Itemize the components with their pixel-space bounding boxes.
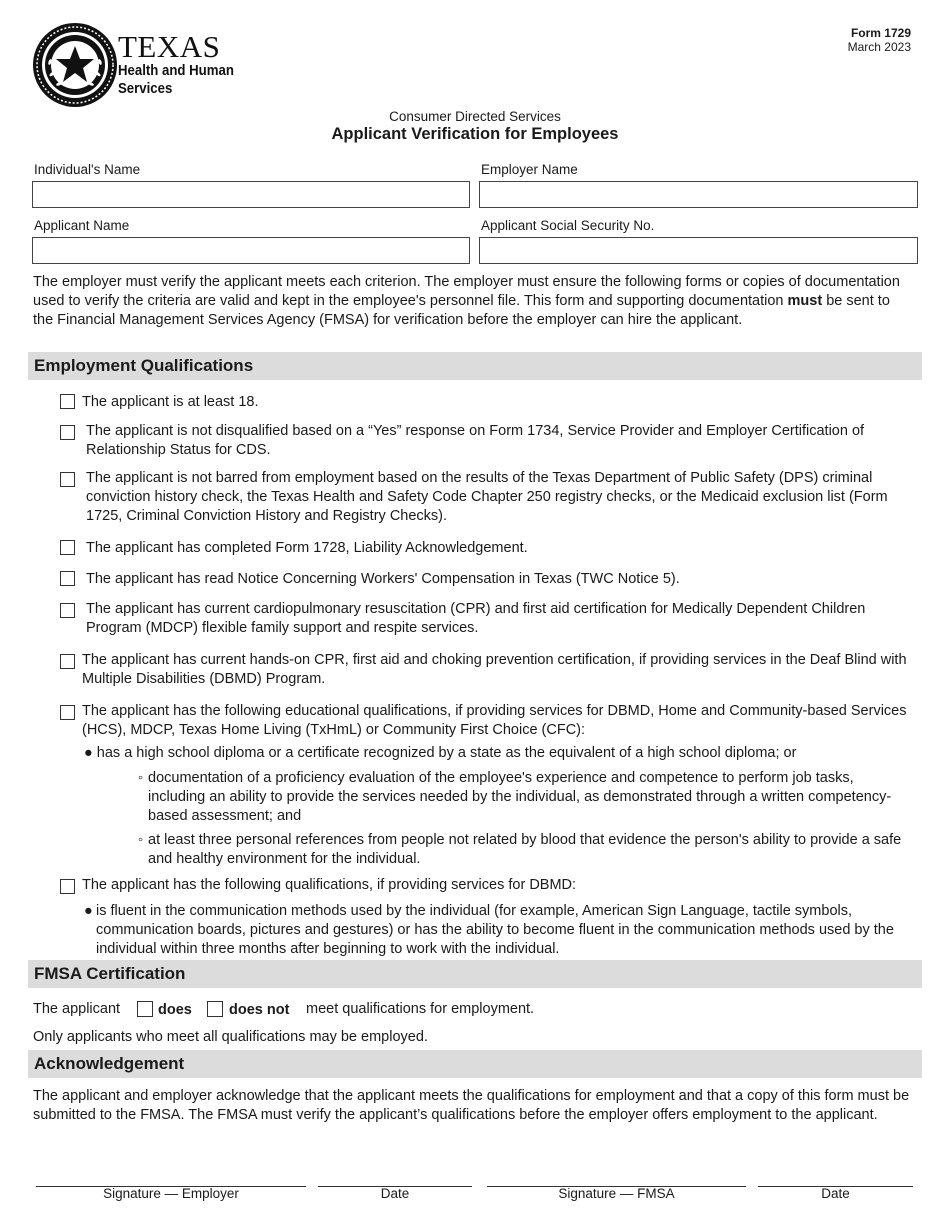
intro-text-1: The employer must verify the applicant meets each criterion. The employer must ensure the following forms or copies of documentation used to verify the criteria are valid and kept in the employee's personnel file. This form and supporting documentation [33,274,900,309]
fmsa-signature-label: Signature — FMSA [558,1186,675,1201]
section-fmsa-certification: FMSA Certification [28,960,922,988]
fmsa-note: Only applicants who meet all qualifications may be employed. [33,1029,428,1045]
fmsa-suffix: meet qualifications for employment. [306,1001,535,1017]
qualification-form-1734: The applicant is not disqualified based on a “Yes” response on Form 1734, Service Provider and Employer Certification of Relationship Status for CDS. [86,423,865,458]
dbmd-bullet: is fluent in the communication methods used by the individual (for example, American Sign Language, tactile symbols, communication boards, pictures and gestures) or has the ability to become fluent in the communication methods used by the individual within three months after beginning to work with the individual. [96,903,894,957]
checkbox-age[interactable] [60,394,75,409]
qualification-age: The applicant is at least 18. [82,394,259,410]
qualification-twc-notice: The applicant has read Notice Concerning Workers' Compensation in Texas (TWC Notice 5). [86,571,680,587]
employer-name-label: Employer Name [481,162,578,177]
logo-line3: Services [118,80,173,97]
bullet-icon: ● [84,903,93,919]
checkbox-does-not[interactable] [207,1001,223,1017]
qualification-cpr-mdcp: The applicant has current cardiopulmonary resuscitation (CPR) and first aid certification for Medically Dependent Children Program (MDCP) flexible family support and respite services. [86,601,866,636]
program-name: Consumer Directed Services [389,109,561,124]
education-bullet [84,744,914,763]
checkbox-education[interactable] [60,705,75,720]
does-label: does [158,1002,192,1018]
qualification-form-1728: The applicant has completed Form 1728, Liability Acknowledgement. [86,540,528,556]
employer-name-field[interactable] [479,181,918,208]
texas-hhs-logo [32,22,252,108]
employer-signature-label: Signature — Employer [103,1186,239,1201]
form-number: Form 1729 [850,26,911,40]
qualification-background-check: The applicant is not barred from employment based on the results of the Texas Department of Public Safety (DPS) criminal conviction history check, the Texas Health and Safety Code Chapter 250 registry checks, or the Medicaid exclusion list (Form 1725, Criminal Conviction History and Registry Checks). [86,470,888,524]
education-bullet-text: has a high school diploma or a certificate recognized by a state as the equivalent of a high school diploma; or [96,745,797,761]
does-not-label: does not [229,1002,290,1018]
form-id [848,26,911,54]
checkbox-cpr-dbmd[interactable] [60,654,75,669]
checkbox-twc-notice[interactable] [60,571,75,586]
qualification-cpr-dbmd: The applicant has current hands-on CPR, first aid and choking prevention certification, if providing services in the Deaf Blind with Multiple Disabilities (DBMD) Program. [82,652,907,687]
checkbox-does[interactable] [137,1001,153,1017]
form-date: March 2023 [847,40,911,54]
intro-emphasis: must [787,293,823,309]
fmsa-prefix: The applicant [33,1001,121,1017]
applicant-ssn-label: Applicant Social Security No. [481,218,655,233]
applicant-name-field[interactable] [32,237,470,264]
texas-seal-icon [32,22,122,108]
bullet-icon: ● [84,745,93,761]
logo-title: TEXAS [118,29,221,64]
intro-paragraph [33,273,913,330]
education-sub-bullet-references: at least three personal references from people not related by blood that evidence the person's ability to provide a safe and healthy environment for the individual. [148,832,902,867]
page-title: Applicant Verification for Employees [331,125,619,143]
checkbox-form-1734[interactable] [60,425,75,440]
sub-bullet-icon: ◦ [138,832,144,848]
section-employment-qualifications: Employment Qualifications [28,352,922,380]
qualification-dbmd: The applicant has the following qualifications, if providing services for DBMD: [82,877,577,893]
education-sub-bullet-proficiency: documentation of a proficiency evaluation of the employee's experience and competence to perform job tasks, including an ability to provide the services needed by the individual, as demonstrated through a written competency-based assessment; and [148,770,892,824]
fmsa-date-label: Date [821,1186,850,1201]
applicant-ssn-field[interactable] [479,237,918,264]
applicant-name-label: Applicant Name [34,218,130,233]
individual-name-label: Individual's Name [34,162,141,177]
individual-name-field[interactable] [32,181,470,208]
logo-line2: Health and Human [118,62,234,79]
checkbox-form-1728[interactable] [60,540,75,555]
intro-text-2: be sent to the Financial Management Services Agency (FMSA) for verification before the employer can hire the applicant. [33,293,890,328]
checkbox-cpr-mdcp[interactable] [60,603,75,618]
acknowledgement-text: The applicant and employer acknowledge that the applicant meets the qualifications for employment and that a copy of this form must be submitted to the FMSA. The FMSA must verify the applicant’s qualifications before the employer offers employment to the applicant. [33,1088,910,1123]
checkbox-background-check[interactable] [60,472,75,487]
section-acknowledgement: Acknowledgement [28,1050,922,1078]
employer-date-label: Date [380,1186,410,1201]
sub-bullet-icon: ◦ [138,770,144,786]
qualification-education: The applicant has the following educational qualifications, if providing services for DBMD, Home and Community-based Services (HCS), MDCP, Texas Home Living (TxHmL) or Community First Choice (CFC): [82,703,907,738]
checkbox-dbmd-qualifications[interactable] [60,879,75,894]
